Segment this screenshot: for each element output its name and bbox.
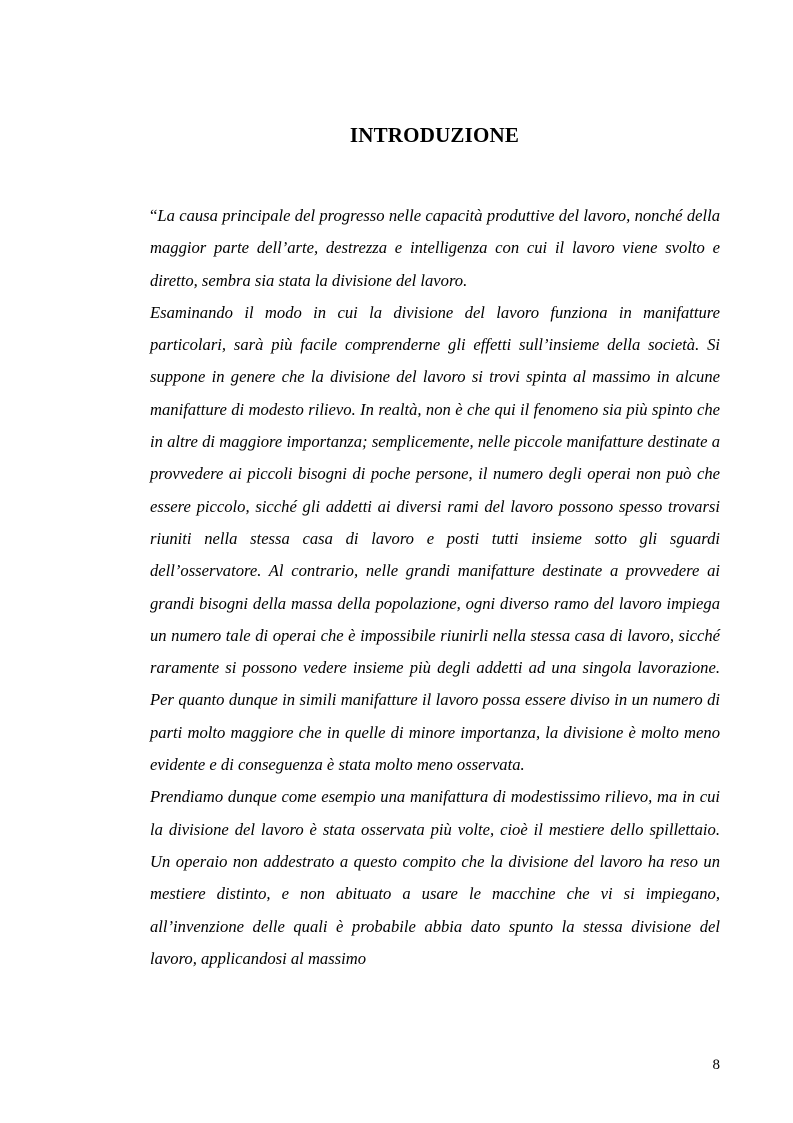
paragraph-3: Prendiamo dunque come esempio una manifattura di modestissimo rilievo, ma in cui la divisione del lavoro è stata osservata più volte, cioè il mestiere dello spillettaio. Un operaio non addestrato a questo compito che la divisione del lavoro ha reso un mestiere distinto, e non abituato a usare le macchine che vi si impiegano, all’invenzione delle quali è probabile abbia dato spunto la stessa divisione del lavoro, applicandosi al massimo	[150, 787, 720, 968]
opening-quote-mark: “	[150, 206, 158, 225]
page-number: 8	[712, 1057, 720, 1073]
paragraph-2: Esaminando il modo in cui la divisione del lavoro funziona in manifatture particolari, sarà più facile comprenderne gli effetti sull’insieme della società. Si suppone in genere che la divisione del lavoro si trovi spinta al massimo in alcune manifatture di modesto rilievo. In realtà, non è che qui il fenomeno sia più spinto che in altre di maggiore importanza; semplicemente, nelle piccole manifatture destinate a provvedere ai piccoli bisogni di poche persone, il numero degli operai non può che essere piccolo, sicché gli addetti ai diversi rami del lavoro possono spesso trovarsi riuniti nella stessa casa di lavoro e posti tutti insieme sotto gli sguardi dell’osservatore. Al contrario, nelle grandi manifatture destinate a provvedere ai grandi bisogni della massa della popolazione, ogni diverso ramo del lavoro impiega un numero tale di operai che è impossibile riunirli nella stessa casa di lavoro, sicché raramente si possono vedere insieme più degli addetti ad una singola lavorazione. Per quanto dunque in simili manifatture il lavoro possa essere diviso in un numero di parti molto maggiore che in quelle di minore importanza, la divisione è molto meno evidente e di conseguenza è stata molto meno osservata.	[150, 302, 720, 775]
body-text	[150, 200, 720, 975]
page-title: INTRODUZIONE	[349, 123, 520, 147]
paragraph-1-text: La causa principale del progresso nelle capacità produttive del lavoro, nonché della maggior parte dell’arte, destrezza e intelligenza con cui il lavoro viene svolto e diretto, sembra sia stata la divisione del lavoro.	[150, 206, 720, 290]
paragraph-1	[150, 200, 720, 297]
